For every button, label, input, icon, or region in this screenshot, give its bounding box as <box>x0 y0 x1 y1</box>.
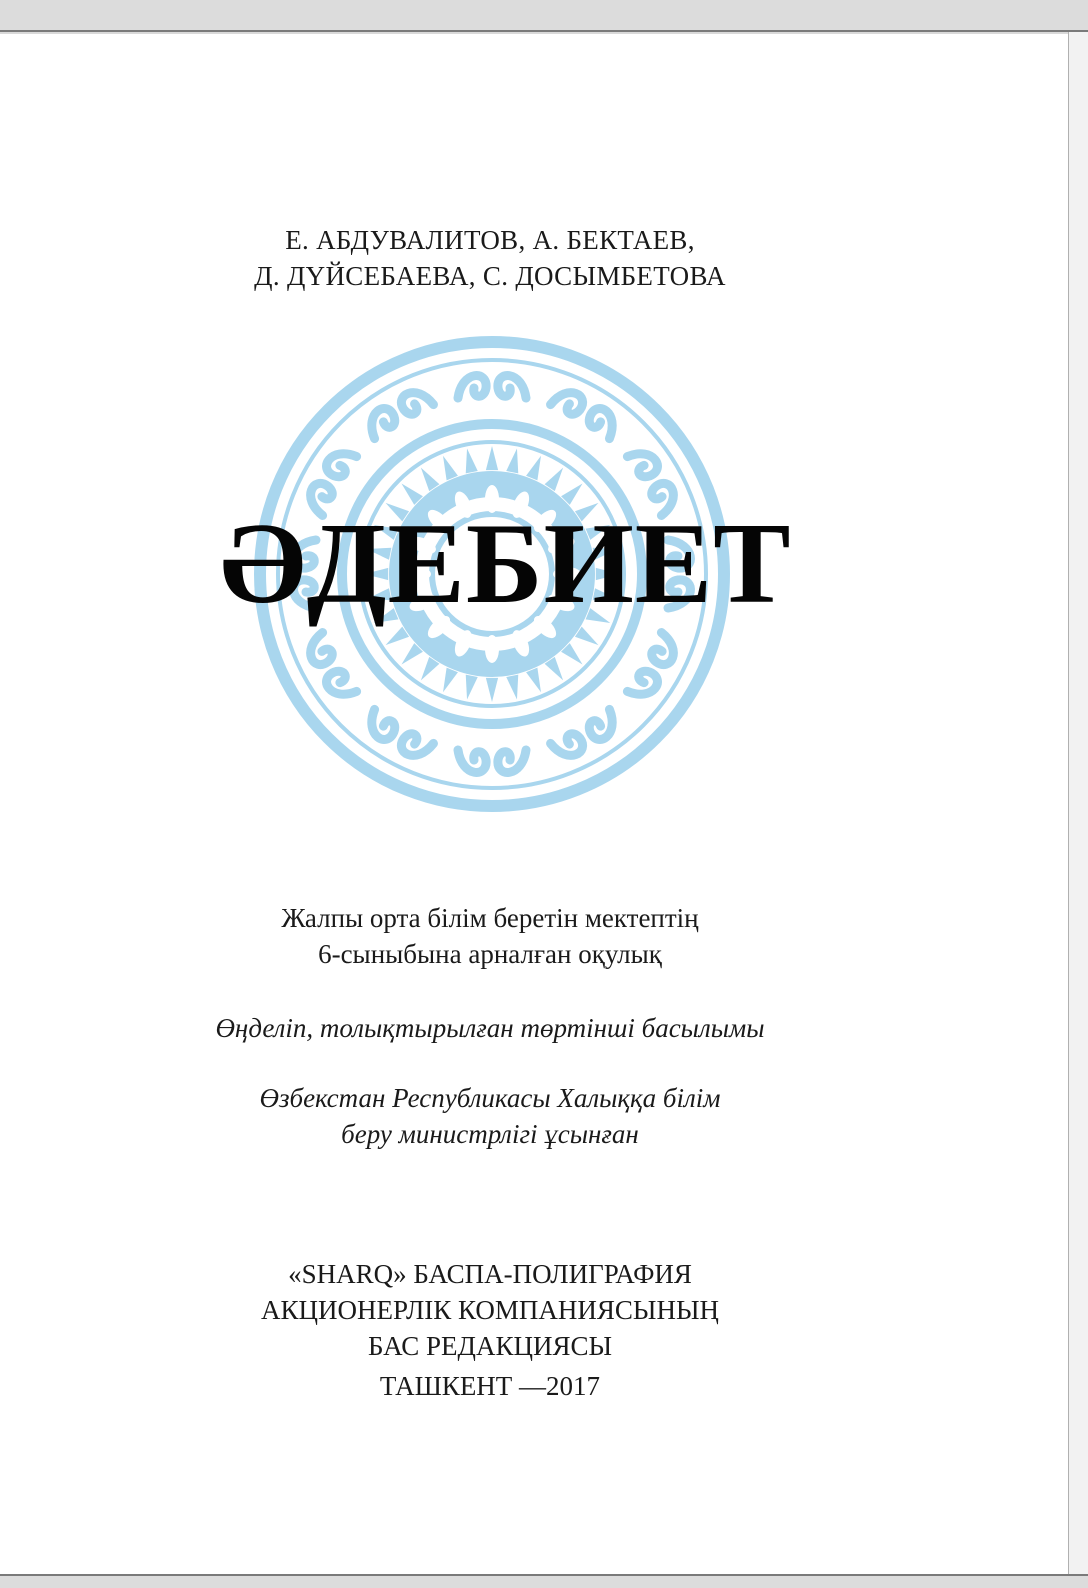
publisher-line-1: «SHARQ» БАСПА-ПОЛИГРАФИЯ <box>288 1259 692 1289</box>
authors-line-1: Е. АБДУВАЛИТОВ, А. БЕКТАЕВ, <box>285 225 695 255</box>
viewer-scrollbar-track[interactable] <box>1068 32 1088 1588</box>
authors-line-2: Д. ДҮЙСЕБАЕВА, С. ДОСЫМБЕТОВА <box>254 261 726 291</box>
city-year: ТАШКЕНТ —2017 <box>379 1371 601 1401</box>
edition-note: Өңделіп, толықтырылған төртінші басылымы <box>215 1013 765 1043</box>
subtitle-line-1: Жалпы орта білім беретін мектептің <box>281 903 699 933</box>
publisher-line-2: АКЦИОНЕРЛІК КОМПАНИЯСЫНЫҢ <box>261 1295 719 1325</box>
approval-line-1: Өзбекстан Республикасы Халыққа білім <box>259 1083 721 1113</box>
viewer-top-bar <box>0 0 1088 32</box>
viewer-bottom-bar <box>0 1574 1088 1588</box>
subtitle-line-2: 6-сыныбына арналған оқулық <box>318 939 662 969</box>
document-page[interactable] <box>0 34 1069 1574</box>
approval-line-2: беру министрлігі ұсынған <box>341 1119 639 1149</box>
book-title: ӘДЕБИЕТ <box>220 500 792 628</box>
publisher-line-3: БАС РЕДАКЦИЯСЫ <box>367 1331 613 1361</box>
